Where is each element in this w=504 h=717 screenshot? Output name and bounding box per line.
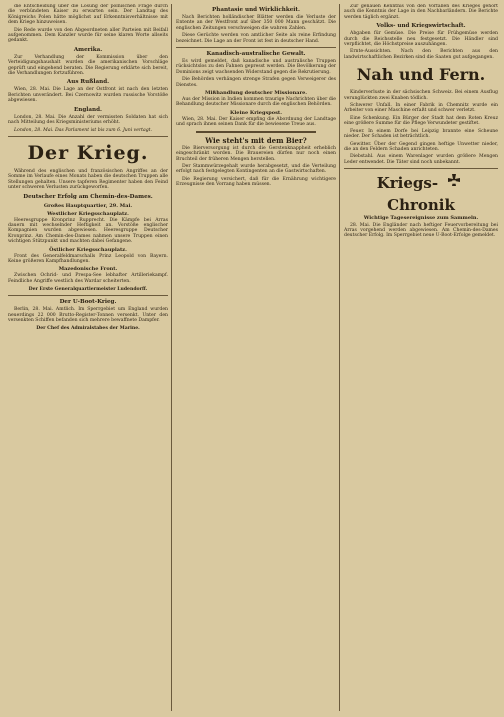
headline-der-krieg: Der Krieg. <box>27 141 149 164</box>
chronik-title-right: Chronik <box>387 195 455 214</box>
article-paragraph: Zur Verhandlung der Kommission über den Verteidigungshaushalt wurden die amerikanischen Vorschläge geprüft und eingehend beraten. Die Regierung erklärte sich bereit, die Verhandlungen fortzuführen. <box>8 54 168 77</box>
article-paragraph: Berlin, 28. Mai. Amtlich. Im Sperrgebiet um England wurden neuerdings 22 000 Brutto-Register-Tonnen versenkt. Unter den versenkten Schiffen befanden sich mehrere bewaffnete Dampfer. <box>8 307 168 323</box>
short-note: London, 28. Mai. Das Parlament ist bis zum 6. Juni vertagt. <box>14 127 152 133</box>
article-paragraph: Diebstahl. Aus einem Warenlager wurden größere Mengen Leder entwendet. Die Täter sind noch unbekannt. <box>344 154 498 165</box>
subheading-west: Westlicher Kriegsschauplatz. <box>47 210 129 217</box>
article-paragraph: Zwischen Ochrid- und Prespa-See lebhafter Artilleriekampf. Feindliche Angriffe westlich des Wardar scheiterten. <box>8 273 168 284</box>
dateline: Großes Hauptquartier, 29. Mai. <box>43 202 133 209</box>
article-paragraph: Aus der Mission in Indien kommen traurige Nachrichten über die Behandlung deutscher Missionare durch die englischen Behörden. <box>176 97 336 108</box>
article-paragraph: Kinderverluste in der sächsischen Schweiz. Bei einem Ausflug verunglückten zwei Knaben tödlich. <box>344 90 498 101</box>
article-paragraph: Gewitter. Über der Gegend gingen heftige Unwetter nieder, die an den Feldern Schaden anrichteten. <box>344 141 498 152</box>
article-paragraph: Die Rede wurde von den Abgeordneten aller Parteien mit Beifall aufgenommen. Dem Kanzler wurde für seine klaren Worte allseits gedankt. <box>8 27 168 44</box>
divider <box>344 168 498 169</box>
section-heading-bier: Wie steht's mit dem Bier? <box>205 135 307 145</box>
section-heading-kanada: Kanadisch-australische Gewalt. <box>206 51 306 58</box>
iron-cross-icon <box>446 174 462 195</box>
article-paragraph: Der Stammwürzegehalt wurde herabgesetzt, und die Verteilung erfolgt nach festgelegten Kontingenten an die Gastwirtschaften. <box>176 163 336 175</box>
article-paragraph: Wien, 28. Mai. Der Kaiser empfing die Abordnung der Landtage und sprach ihnen seinen Dank für die bewiesene Treue aus. <box>176 116 336 128</box>
article-paragraph: Während des englischen und französischen Angriffes an der Somme im Verlaufe eines Monats haben die deutschen Truppen alle Stellungen gehalten. Unsere tapferen Regimenter haben den Feind unter schweren Verlusten zurückgeworfen. <box>8 168 168 191</box>
column-rule-2 <box>339 4 340 711</box>
subheading-kriegspost: Kleine Kriegspost. <box>230 109 282 116</box>
headline-nah-und-fern: Nah und Fern. <box>356 65 486 85</box>
section-heading-phantasie: Phantasie und Wirklichkeit. <box>212 7 300 13</box>
subheading-ost: Östlicher Kriegsschauplatz. <box>49 246 127 253</box>
subheading-mazedonien: Mazedonische Front. <box>58 266 118 273</box>
article-paragraph: Die Behörden verhängen strenge Strafen gegen Verweigerer des Dienstes. <box>176 77 336 88</box>
divider <box>176 47 336 48</box>
section-heading-england: England. <box>74 106 102 113</box>
column-rule-1 <box>171 4 172 711</box>
divider <box>8 136 168 137</box>
article-paragraph: die Entscheidung über die Lösung der polnischen Frage durch die verbündeten Kaiser zu erwarten sein. Der Landtag des Königreichs Polen hätte möglichst auf Erkenntnisverhältnisse mit dem Kriege hinzuweisen. <box>8 4 168 26</box>
section-heading-amerika: Amerika. <box>73 46 103 53</box>
article-paragraph: Abgaben für Gemüse. Die Preise für Frühgemüse werden durch die Reichsstelle neu festgesetzt. Die Händler sind verpflichtet, die Höchstpreise auszuhängen. <box>344 31 498 48</box>
section-heading-russland: Aus Rußland. <box>66 79 110 86</box>
kriegs-chronik-title <box>344 173 498 215</box>
signature: Der Chef des Admiralstabes der Marine. <box>36 326 140 332</box>
subheading-missionare: Mißhandlung deutscher Missionare. <box>204 90 308 97</box>
article-paragraph: Schwerer Unfall. In einer Fabrik in Chemnitz wurde ein Arbeiter von einer Maschine erfaßt und schwer verletzt. <box>344 103 498 114</box>
divider <box>196 131 316 133</box>
column-1 <box>8 4 168 711</box>
chronik-title-left: Kriegs- <box>376 174 439 193</box>
article-paragraph: Die Regierung versichert, daß für die Ernährung wichtigere Erzeugnisse den Vorrang haben müssen. <box>176 176 336 188</box>
article-paragraph: Eine Schenkung. Ein Bürger der Stadt hat dem Roten Kreuz eine größere Summe für die Pflege Verwundeter gestiftet. <box>344 115 498 127</box>
article-paragraph: Zur genauen Kenntnis von den Vorfällen des Krieges gehört auch die Kenntnis der Lage in den Nachbarländern. Die Berichte werden täglich ergänzt. <box>344 4 498 20</box>
section-heading-uboot: Der U-Boot-Krieg. <box>59 299 117 306</box>
article-paragraph: Die Bierversorgung ist durch die Gerstenknappheit erheblich eingeschränkt worden. Die Brauereien dürfen nur noch einen Bruchteil der früheren Mengen herstellen. <box>176 145 336 162</box>
signature: Der Erste Generalquartiermeister Ludendorff. <box>28 287 148 293</box>
chronik-subtitle: Wichtige Tagesereignisse zum Sammeln. <box>363 214 479 221</box>
article-paragraph: Es wird gemeldet, daß kanadische und australische Truppen rücksichtslos zu den Fahnen gepresst werden. Die Bevölkerung der Dominions zeigt wachsenden Widerstand gegen die Rekrutierung. <box>176 59 336 75</box>
article-paragraph: Feuer. In einem Dorfe bei Leipzig brannte eine Scheune nieder. Der Schaden ist beträchtlich. <box>344 128 498 140</box>
divider <box>8 295 168 296</box>
article-paragraph: Heeresgruppe Kronprinz Rupprecht. Die Kämpfe bei Arras dauern mit wechselnder Heftigkeit an. Vorstöße englischer Kompagnien wurden abgewiesen. Heeresgruppe Deutscher Kronprinz. Am Chemin-des-Dames nahmen unsere Truppen einen wichtigen Stützpunkt und machten dabei Gefangene. <box>8 217 168 245</box>
section-heading-volkswirtschaft: Volks- und Kriegswirtschaft. <box>376 23 466 30</box>
article-paragraph: Wien, 28. Mai. Die Lage an der Ostfront ist nach den letzten Berichten unverändert. Bei Czernowitz wurden russische Vorstöße abgewiesen. <box>8 87 168 104</box>
section-heading-erfolg: Deutscher Erfolg am Chemin-des-Dames. <box>23 193 153 200</box>
article-paragraph: 28. Mai. Die Engländer nach heftiger Feuervorbereitung bei Arras vorgehend werden abgewiesen. Am Chemin-des-Dames deutscher Erfolg. Im Sperrgebiet neue U-Boot-Erfolge gemeldet. <box>344 222 498 239</box>
article-paragraph: Ernte-Aussichten. Nach den Berichten aus den landwirtschaftlichen Bezirken sind die Saaten gut aufgegangen. <box>344 49 498 60</box>
article-paragraph: Nach Berichten holländischer Blätter werden die Verluste der Entente an der Westfront auf über 350 000 Mann geschätzt. Die englischen Zeitungen verschweigen die wahren Zahlen. <box>176 15 336 31</box>
article-paragraph: Front des Generalfeldmarschalls Prinz Leopold von Bayern. Keine größeren Kampfhandlungen. <box>8 253 168 264</box>
article-paragraph: London, 28. Mai. Die Anzahl der vermissten Soldaten hat sich nach Mitteilung des Kriegsministeriums erhöht. <box>8 114 168 126</box>
column-2 <box>176 4 336 711</box>
article-paragraph: Diese Gerüchte werden von amtlicher Seite als reine Erfindung bezeichnet. Die Lage an der Front ist fest in deutscher Hand. <box>176 33 336 44</box>
column-3 <box>344 4 498 711</box>
